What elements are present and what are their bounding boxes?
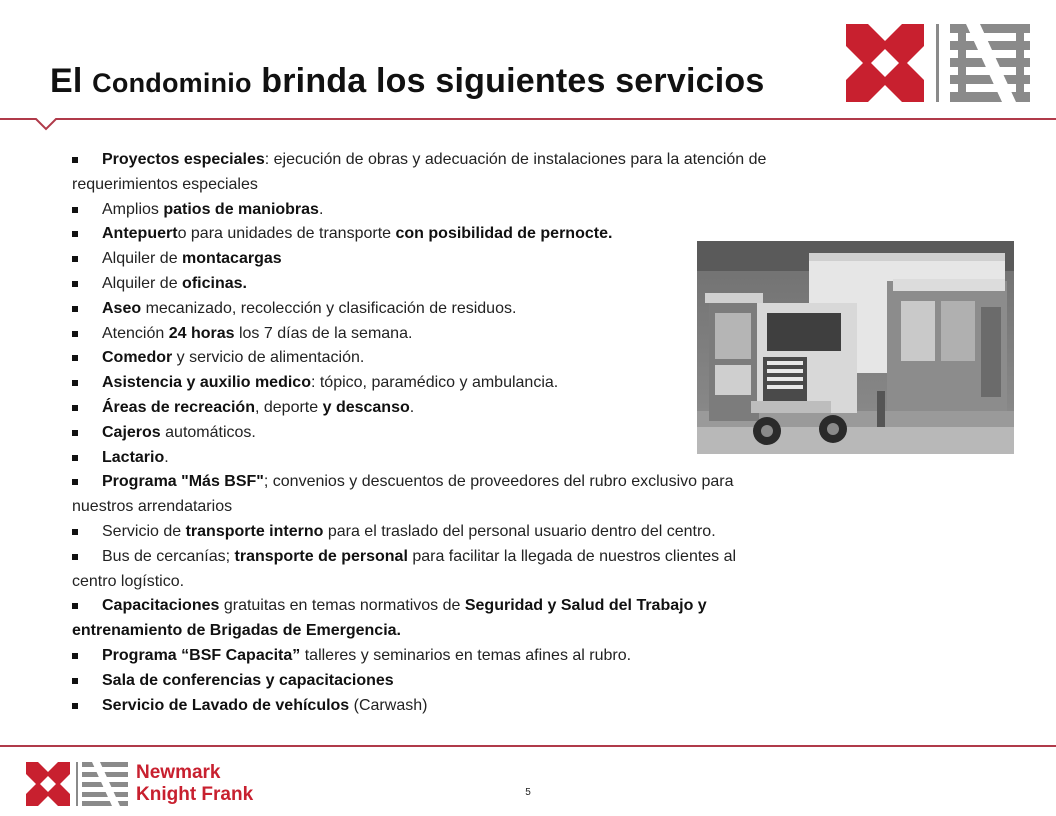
bullet-icon xyxy=(72,653,78,659)
bullet-icon xyxy=(72,405,78,411)
service-item xyxy=(72,272,772,297)
bullet-icon xyxy=(72,380,78,386)
service-text-bold: oficinas. xyxy=(182,274,247,292)
service-text: talleres y seminarios en temas afines al rubro. xyxy=(300,646,632,664)
service-text-bold: Seguridad y Salud del Trabajo y entrenamiento de Brigadas de Emergencia. xyxy=(72,597,707,640)
service-text: Atención xyxy=(102,324,169,342)
service-text-bold: y descanso xyxy=(322,398,410,416)
service-text: para facilitar la llegada de nuestros clientes al centro logístico. xyxy=(72,547,737,590)
bullet-icon xyxy=(72,529,78,535)
service-text: : ejecución de obras y adecuación de instalaciones para la atención de requerimientos especiales xyxy=(72,151,767,193)
service-text-bold: 24 horas xyxy=(168,324,235,342)
service-text: o para unidades de transporte xyxy=(177,225,396,243)
service-item xyxy=(72,594,772,644)
bullet-icon xyxy=(72,355,78,361)
bullet-icon xyxy=(72,603,78,609)
bullet-icon xyxy=(72,281,78,287)
service-text-bold: montacargas xyxy=(182,250,282,268)
service-text: gratuitas en temas normativos de xyxy=(219,597,465,615)
service-item xyxy=(72,346,772,371)
service-text: , deporte xyxy=(254,398,323,416)
service-item xyxy=(72,694,772,719)
bullet-icon xyxy=(72,331,78,337)
service-text: . xyxy=(409,398,415,416)
service-text: Alquiler de xyxy=(102,274,183,292)
service-text: . xyxy=(164,448,169,466)
service-text: Amplios xyxy=(102,200,164,218)
title-part-el: El xyxy=(50,62,93,100)
services-list xyxy=(72,148,772,718)
service-text: automáticos. xyxy=(160,423,256,441)
service-item xyxy=(72,669,772,694)
service-text-bold: con posibilidad de pernocte. xyxy=(395,225,613,243)
service-item xyxy=(72,371,772,396)
truck-at-gate-photo xyxy=(697,241,1014,454)
service-text-bold: Comedor xyxy=(102,349,173,367)
page-number: 5 xyxy=(525,787,531,798)
service-text-bold: Capacitaciones xyxy=(102,597,220,615)
service-text: (Carwash) xyxy=(349,696,428,714)
service-text: y servicio de alimentación. xyxy=(172,349,365,367)
service-text: Servicio de xyxy=(102,522,186,540)
service-text-bold: Cajeros xyxy=(102,423,161,441)
bullet-icon xyxy=(72,207,78,213)
bullet-icon xyxy=(72,430,78,436)
footer-divider xyxy=(0,745,1056,747)
bullet-icon xyxy=(72,256,78,262)
service-text: Alquiler de xyxy=(102,250,183,268)
service-item xyxy=(72,421,772,446)
service-text: ; convenios y descuentos de proveedores del rubro exclusivo para nuestros arrendatarios xyxy=(72,473,734,516)
bullet-icon xyxy=(72,306,78,312)
service-item xyxy=(72,446,772,471)
bullet-icon xyxy=(72,678,78,684)
service-text-bold: Áreas de recreación xyxy=(102,398,255,416)
service-text-bold: Programa "Más BSF" xyxy=(102,473,264,491)
footer-brand xyxy=(136,762,253,806)
bullet-icon xyxy=(72,479,78,485)
service-text-bold: Lactario xyxy=(102,448,165,466)
service-item xyxy=(72,222,772,247)
service-text-bold: Aseo xyxy=(102,299,142,317)
service-text-bold: Proyectos especiales xyxy=(102,151,265,168)
service-text: para el traslado del personal usuario dentro del centro. xyxy=(323,522,716,540)
bullet-icon xyxy=(72,554,78,560)
service-item xyxy=(72,148,772,198)
service-item xyxy=(72,198,772,223)
service-text: : tópico, paramédico y ambulancia. xyxy=(310,374,559,392)
bullet-icon xyxy=(72,455,78,461)
service-item xyxy=(72,297,772,322)
title-part-condominio: Condominio xyxy=(92,68,252,98)
service-item xyxy=(72,644,772,669)
service-text-bold: patios de maniobras xyxy=(163,200,319,218)
service-item xyxy=(72,520,772,545)
service-text: Bus de cercanías; xyxy=(102,547,235,565)
title-part-rest: brinda los siguientes servicios xyxy=(251,62,765,100)
service-text: . xyxy=(318,200,324,218)
newmark-knight-frank-logo-icon xyxy=(26,762,130,806)
bullet-icon xyxy=(72,157,78,163)
service-text-bold: Asistencia y auxilio medico xyxy=(102,374,311,392)
bullet-icon xyxy=(72,703,78,709)
service-item xyxy=(72,396,772,421)
brand-line-knight-frank: Knight Frank xyxy=(136,784,254,805)
service-text-bold: transporte de personal xyxy=(234,547,408,565)
service-text-bold: Antepuert xyxy=(102,225,178,243)
service-text-bold: Programa “BSF Capacita” xyxy=(102,646,301,664)
service-item xyxy=(72,247,772,272)
service-item xyxy=(72,545,772,595)
service-text: los 7 días de la semana. xyxy=(234,324,413,342)
bullet-icon xyxy=(72,231,78,237)
page-title xyxy=(50,62,764,101)
service-text: mecanizado, recolección y clasificación de residuos. xyxy=(141,299,517,317)
service-text-bold: transporte interno xyxy=(185,522,324,540)
newmark-knight-frank-logo-icon xyxy=(846,24,1030,102)
service-item xyxy=(72,470,772,520)
brand-line-newmark: Newmark xyxy=(136,762,221,783)
service-item xyxy=(72,322,772,347)
service-text-bold: Sala de conferencias y capacitaciones xyxy=(102,671,394,689)
header-divider xyxy=(0,112,1056,134)
service-text-bold: Servicio de Lavado de vehículos xyxy=(102,696,350,714)
